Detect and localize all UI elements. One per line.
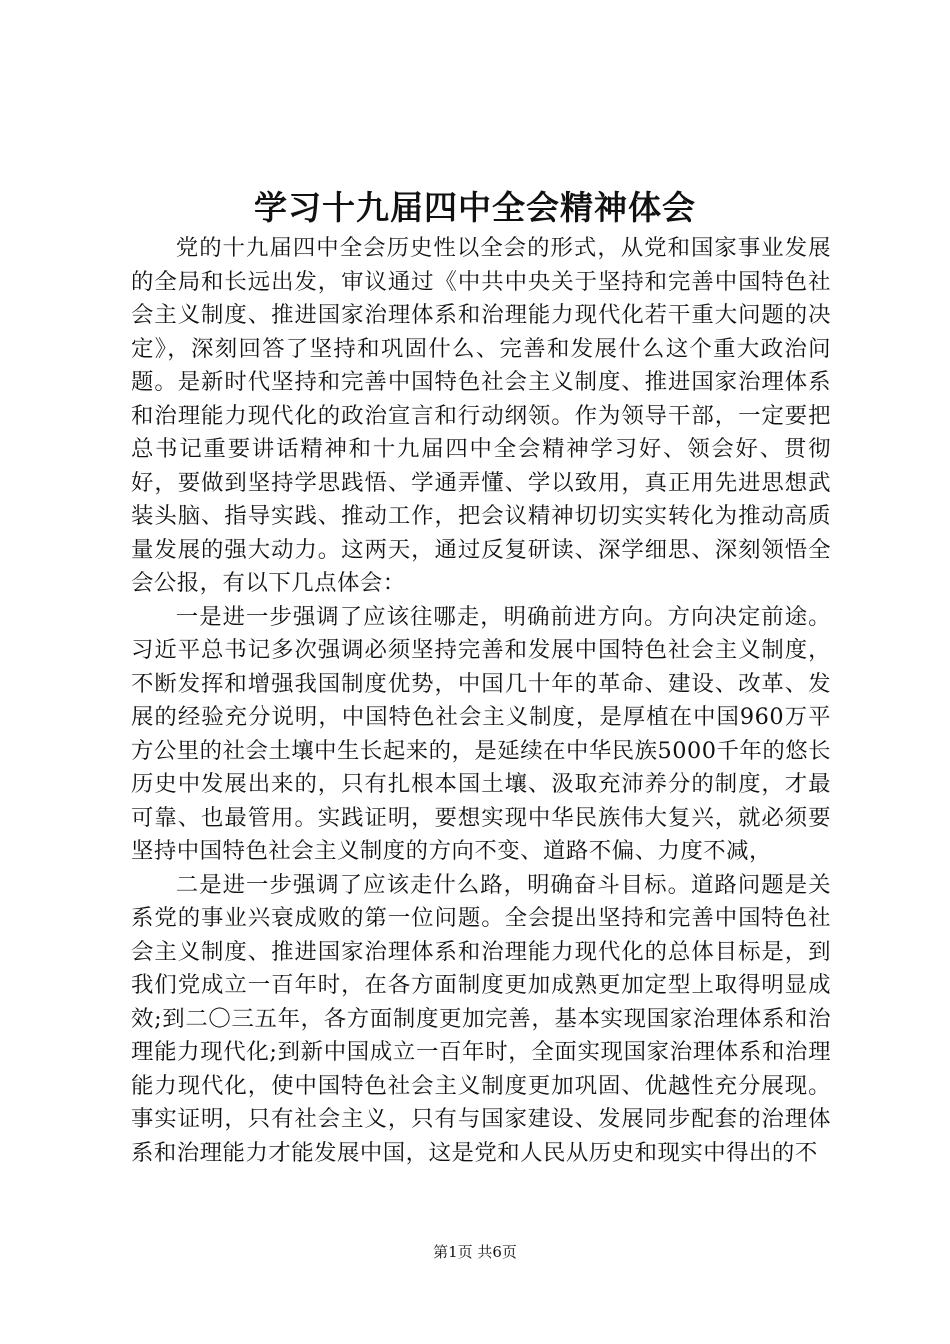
- page-number-footer: 第1页 共6页: [433, 1243, 517, 1261]
- document-title: 学习十九届四中全会精神体会: [254, 188, 696, 227]
- document-body: [131, 232, 831, 1170]
- paragraph-point-two: 二是进一步强调了应该走什么路，明确奋斗目标。道路问题是关系党的事业兴衰成败的第一位问题。全会提出坚持和完善中国特色社会主义制度、推进国家治理体系和治理能力现代化的总体目标是，到我们党成立一百年时，在各方面制度更加成熟更加定型上取得明显成效;到二〇三五年，各方面制度更加完善，基本实现国家治理体系和治理能力现代化;到新中国成立一百年时，全面实现国家治理体系和治理能力现代化，使中国特色社会主义制度更加巩固、优越性充分展现。事实证明，只有社会主义，只有与国家建设、发展同步配套的治理体系和治理能力才能发展中国，这是党和人民从历史和现实中得出的不: [131, 871, 831, 1166]
- paragraph-intro: 党的十九届四中全会历史性以全会的形式，从党和国家事业发展的全局和长远出发，审议通过《中共中央关于坚持和完善中国特色社会主义制度、推进国家治理体系和治理能力现代化若干重大问题的决定》，深刻回答了坚持和巩固什么、完善和发展什么这个重大政治问题。是新时代坚持和完善中国特色社会主义制度、推进国家治理体系和治理能力现代化的政治宣言和行动纲领。作为领导干部，一定要把总书记重要讲话精神和十九届四中全会精神学习好、领会好、贯彻好，要做到坚持学思践悟、学通弄懂、学以致用，真正用先进思想武装头脑、指导实践、推动工作，把会议精神切切实实转化为推动高质量发展的强大动力。这两天，通过反复研读、深学细思、深刻领悟全会公报，有以下几点体会：: [131, 235, 831, 596]
- paragraph-point-one: 一是进一步强调了应该往哪走，明确前进方向。方向决定前途。习近平总书记多次强调必须坚持完善和发展中国特色社会主义制度，不断发挥和增强我国制度优势，中国几十年的革命、建设、改革、发展的经验充分说明，中国特色社会主义制度，是厚植在中国960万平方公里的社会土壤中生长起来的，是延续在中华民族5000千年的悠长历史中发展出来的，只有扎根本国土壤、汲取充沛养分的制度，才最可靠、也最管用。实践证明，要想实现中华民族伟大复兴，就必须要坚持中国特色社会主义制度的方向不变、道路不偏、力度不减，: [131, 603, 831, 864]
